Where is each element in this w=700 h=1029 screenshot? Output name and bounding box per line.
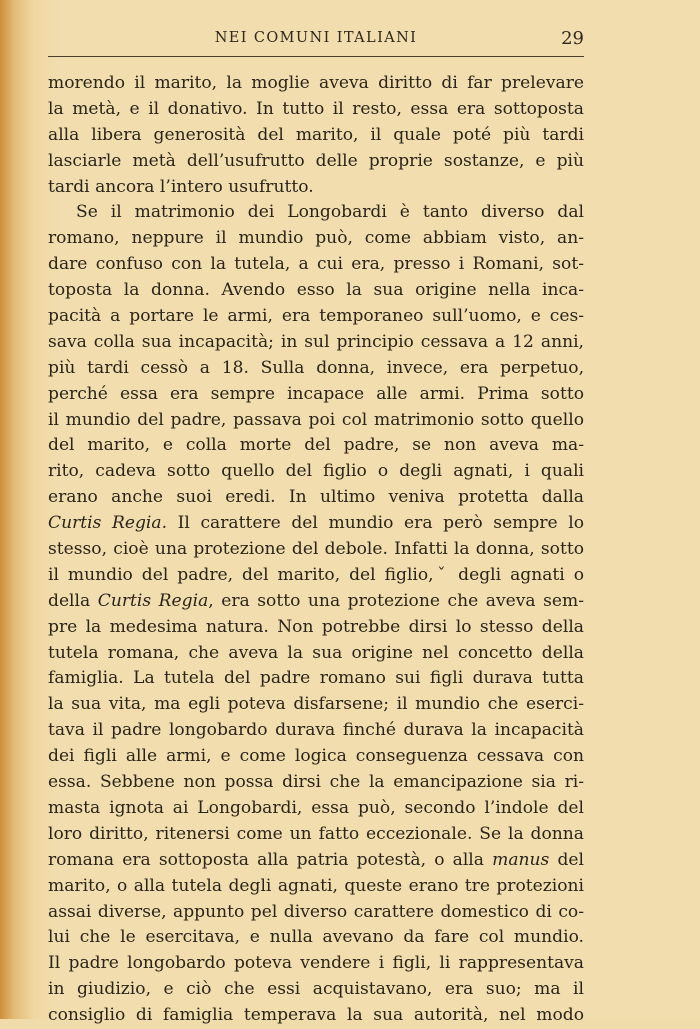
text-line [48, 485, 584, 511]
text-run: del [549, 849, 584, 870]
text-run: essa. Sebbene non possa dirsi che la emancipazione sia ri- [48, 772, 584, 793]
text-line [48, 252, 584, 278]
text-line [48, 770, 584, 796]
text-line [48, 744, 584, 770]
text-run: famiglia. La tutela del padre romano sui figli durava tutta [48, 668, 584, 689]
text-line [48, 97, 584, 123]
text-line [48, 796, 584, 822]
text-run: rito, cadeva sotto quello del figlio o degli agnati, i quali [48, 461, 584, 482]
text-run: masta ignota ai Longobardi, essa può, secondo l’indole del [48, 797, 584, 818]
text-line [48, 589, 584, 615]
page-number: 29 [561, 28, 584, 49]
text-run: toposta la donna. Avendo esso la sua origine nella inca- [48, 280, 584, 301]
text-run: tardi ancora l’intero usufrutto. [48, 176, 314, 197]
text-line [48, 175, 584, 201]
text-run: il mundio del padre, del marito, del figlio,ˇ degli agnati o [48, 564, 584, 585]
text-line [48, 71, 584, 97]
italic-text: manus [492, 849, 550, 870]
text-line [48, 900, 584, 926]
text-line [48, 382, 584, 408]
text-run: dare confuso con la tutela, a cui era, presso i Romani, sot- [48, 254, 584, 275]
text-line [48, 459, 584, 485]
text-line [48, 200, 584, 226]
text-line [48, 692, 584, 718]
text-line [48, 563, 584, 589]
body-text [48, 71, 584, 1029]
text-line [48, 666, 584, 692]
italic-text: Curtis Regia [97, 590, 209, 611]
text-run: Il carattere del mundio era però sempre lo [167, 513, 584, 534]
header-rule [48, 56, 584, 57]
text-line [48, 951, 584, 977]
text-run: la sua vita, ma egli poteva disfarsene; il mundio che eserci- [48, 694, 584, 715]
text-line [48, 433, 584, 459]
text-line [48, 977, 584, 1003]
text-line [48, 641, 584, 667]
page-header [48, 28, 584, 52]
text-run: tava il padre longobardo durava finché durava la incapacità [48, 720, 584, 741]
text-run: Se il matrimonio dei Longobardi è tanto diverso dal [76, 202, 584, 223]
text-run: sava colla sua incapacità; in sul principio cessava a 12 anni, [48, 331, 584, 352]
text-run: del marito, e colla morte del padre, se non aveva ma- [48, 435, 584, 456]
text-run: marito, o alla tutela degli agnati, queste erano tre protezioni [48, 875, 584, 896]
text-run: la metà, e il donativo. In tutto il resto, essa era sottoposta [48, 98, 584, 119]
text-line [48, 718, 584, 744]
running-head: NEI COMUNI ITALIANI [214, 30, 418, 46]
text-line [48, 615, 584, 641]
text-run: della [48, 590, 98, 611]
text-run: Il padre longobardo poteva vendere i figli, li rappresentava [48, 953, 584, 974]
text-run: il mundio del padre, passava poi col matrimonio sotto quello [48, 409, 584, 430]
text-line [48, 408, 584, 434]
text-line [48, 356, 584, 382]
text-line [48, 925, 584, 951]
text-run: dei figli alle armi, e come logica conseguenza cessava con [48, 746, 584, 767]
text-run: pacità a portare le armi, era temporaneo sull’uomo, e ces- [48, 306, 584, 327]
text-line [48, 511, 584, 537]
text-run: pre la medesima natura. Non potrebbe dirsi lo stesso della [48, 616, 584, 637]
text-line [48, 537, 584, 563]
text-run: assai diverse, appunto pel diverso carattere domestico di co- [48, 901, 584, 922]
text-line [48, 822, 584, 848]
text-run: , era sotto una protezione che aveva sem- [208, 590, 585, 611]
text-run: alla libera generosità del marito, il quale poté più tardi [48, 124, 584, 145]
text-line [48, 278, 584, 304]
text-run: consiglio di famiglia temperava la sua autorità, nel modo [48, 1005, 584, 1026]
text-line [48, 1003, 584, 1029]
text-run: erano anche suoi eredi. In ultimo veniva protetta dalla [48, 487, 584, 508]
text-line [48, 848, 584, 874]
text-run: in giudizio, e ciò che essi acquistavano, era suo; ma il [48, 979, 584, 1000]
italic-text: Curtis Regia. [48, 513, 168, 534]
text-line [48, 149, 584, 175]
text-run: lasciarle metà dell’usufrutto delle proprie sostanze, e più [48, 150, 584, 171]
text-run: loro diritto, ritenersi come un fatto eccezionale. Se la donna [48, 823, 584, 844]
text-run: perché essa era sempre incapace alle armi. Prima sotto [48, 383, 584, 404]
text-run: romano, neppure il mundio può, come abbiam visto, an- [48, 228, 584, 249]
text-run: stesso, cioè una protezione del debole. Infatti la donna, sotto [48, 539, 584, 560]
text-line [48, 123, 584, 149]
text-run: morendo il marito, la moglie aveva diritto di far prelevare [48, 73, 584, 93]
text-run: più tardi cessò a 18. Sulla donna, invece, era perpetuo, [48, 357, 584, 378]
text-run: romana era sottoposta alla patria potestà, o alla [48, 849, 493, 870]
text-run: lui che le esercitava, e nulla avevano da fare col mundio. [48, 927, 584, 948]
text-line [48, 226, 584, 252]
text-line [48, 874, 584, 900]
text-line [48, 304, 584, 330]
text-line [48, 330, 584, 356]
text-run: tutela romana, che aveva la sua origine nel concetto della [48, 642, 584, 663]
